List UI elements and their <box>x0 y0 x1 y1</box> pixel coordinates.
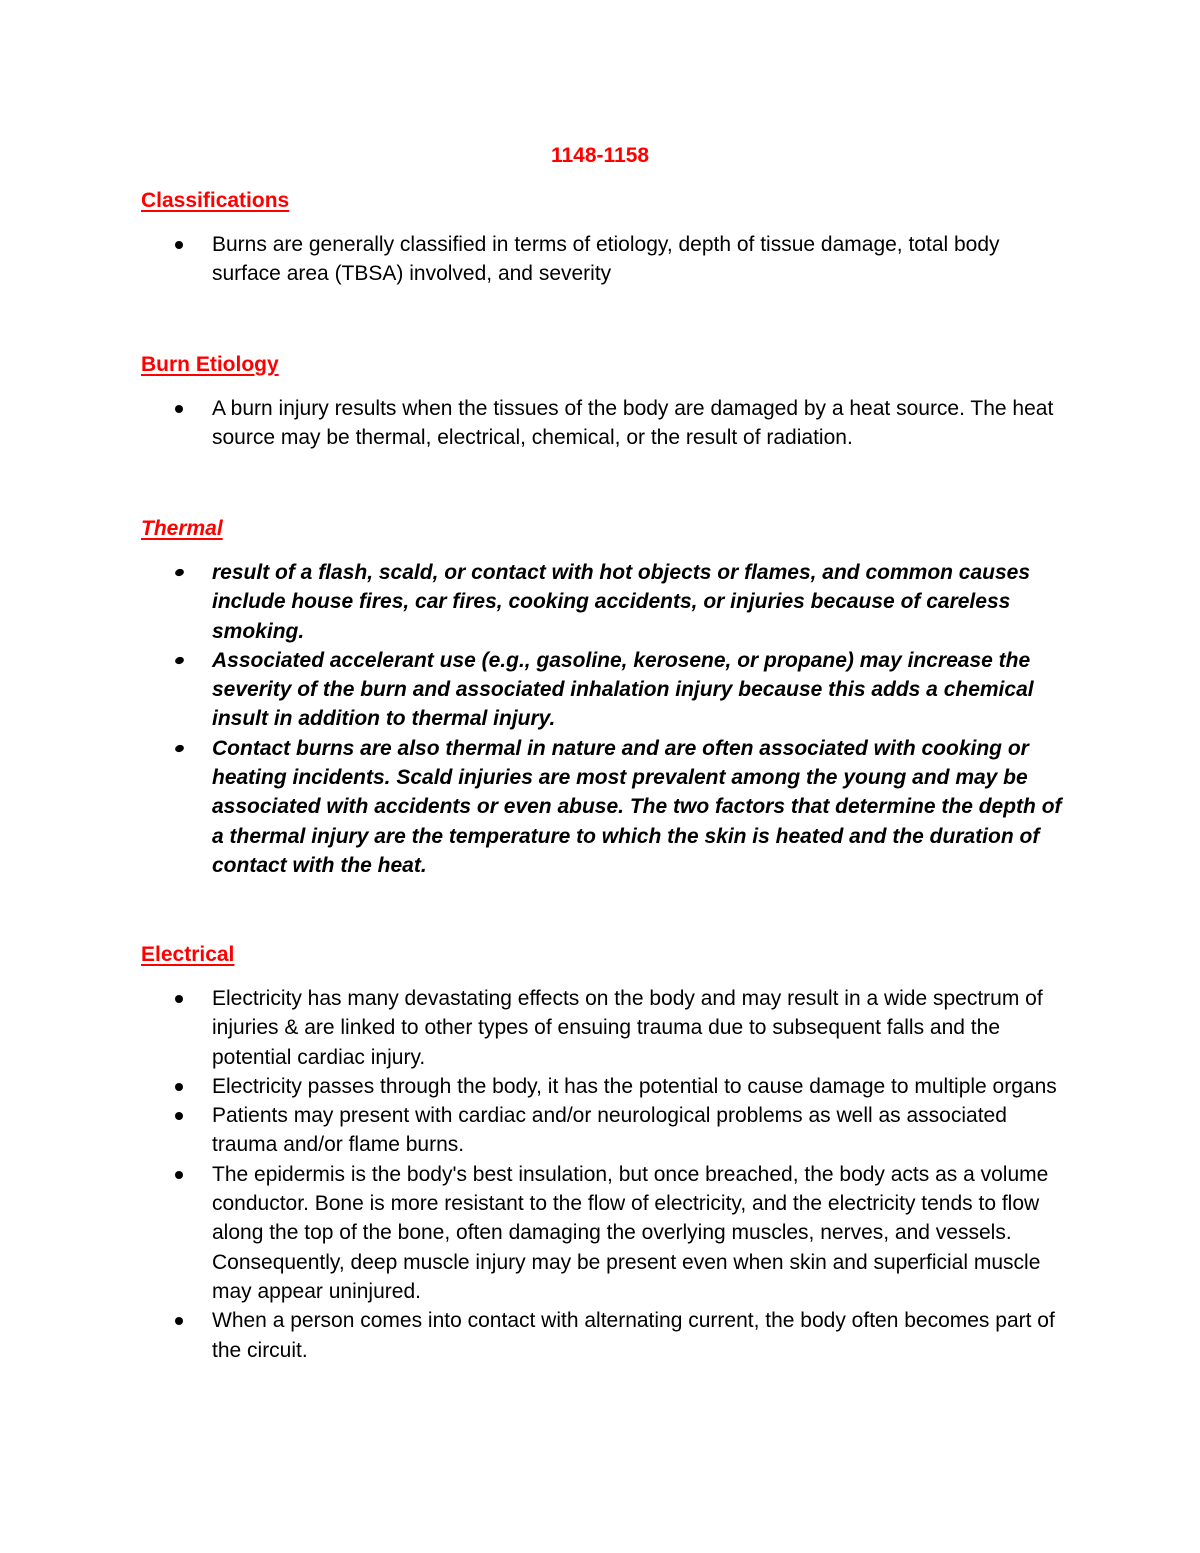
list-item-text: Associated accelerant use (e.g., gasoline, kerosene, or propane) may increase the severity of the burn and associated inhalation injury because this adds a chemical insult in addition to thermal injury. <box>212 648 1034 731</box>
list-item <box>141 558 1071 646</box>
list-item <box>141 1160 1071 1306</box>
list-item <box>141 1072 1071 1101</box>
list-item-text: Burns are generally classified in terms of etiology, depth of tissue damage, total body surface area (TBSA) involved, and severity <box>212 233 1000 286</box>
bullet-icon <box>174 743 185 753</box>
section-classifications <box>141 186 1071 289</box>
list-item-text: Electricity passes through the body, it has the potential to cause damage to multiple organs <box>212 1074 1057 1098</box>
page-title: 1148-1158 <box>550 144 650 167</box>
bullet-icon <box>175 1083 183 1091</box>
bullet-icon <box>174 568 185 578</box>
list-item-text: result of a flash, scald, or contact with hot objects or flames, and common causes include house fires, car fires, cooking accidents, or injuries because of careless smoking. <box>212 561 1031 643</box>
bullet-list-burn-etiology <box>141 394 1071 453</box>
bullet-icon <box>175 405 183 413</box>
section-thermal <box>141 514 1071 880</box>
list-item-text: Patients may present with cardiac and/or neurological problems as well as associated trauma and/or flame burns. <box>212 1104 1007 1157</box>
list-item-text: Electricity has many devastating effects on the body and may result in a wide spectrum of injuries & are linked to other types of ensuing trauma due to subsequent falls and the potential cardiac injury. <box>212 987 1043 1069</box>
list-item <box>141 394 1071 453</box>
list-item <box>141 1306 1071 1365</box>
bullet-icon <box>174 656 185 666</box>
bullet-icon <box>175 241 183 249</box>
bullet-icon <box>175 1171 183 1179</box>
list-item-text: A burn injury results when the tissues of the body are damaged by a heat source. The heat source may be thermal, electrical, chemical, or the result of radiation. <box>212 397 1054 450</box>
list-item <box>141 1101 1071 1160</box>
list-item <box>141 984 1071 1072</box>
list-item <box>141 734 1071 880</box>
section-electrical <box>141 940 1071 1365</box>
section-burn-etiology <box>141 350 1071 453</box>
list-item-text: Contact burns are also thermal in nature and are often associated with cooking or heating incidents. Scald injuries are most prevalent among the young and may be associated with accidents or even abuse. The two factors that determine the depth of a thermal injury are the temperature to which the skin is heated and the duration of contact with the heat. <box>212 736 1062 877</box>
section-heading-electrical: Electrical <box>141 943 235 966</box>
list-item <box>141 646 1071 734</box>
bullet-icon <box>175 1112 183 1120</box>
bullet-icon <box>175 1317 183 1325</box>
bullet-list-electrical <box>141 984 1071 1365</box>
bullet-list-classifications <box>141 230 1071 289</box>
section-heading-classifications: Classifications <box>141 189 290 212</box>
section-heading-burn-etiology: Burn Etiology <box>141 353 279 376</box>
list-item-text: When a person comes into contact with alternating current, the body often becomes part of the circuit. <box>212 1309 1055 1362</box>
bullet-icon <box>175 995 183 1003</box>
list-item <box>141 230 1071 289</box>
list-item-text: The epidermis is the body's best insulation, but once breached, the body acts as a volume conductor. Bone is more resistant to the flow of electricity, and the electricity tends to flow along the top of the bone, often damaging the overlying muscles, nerves, and vessels. Consequently, deep muscle injury may be present even when skin and superficial muscle may appear uninjured. <box>212 1162 1049 1303</box>
section-heading-thermal: Thermal <box>141 517 223 540</box>
bullet-list-thermal <box>141 558 1071 880</box>
